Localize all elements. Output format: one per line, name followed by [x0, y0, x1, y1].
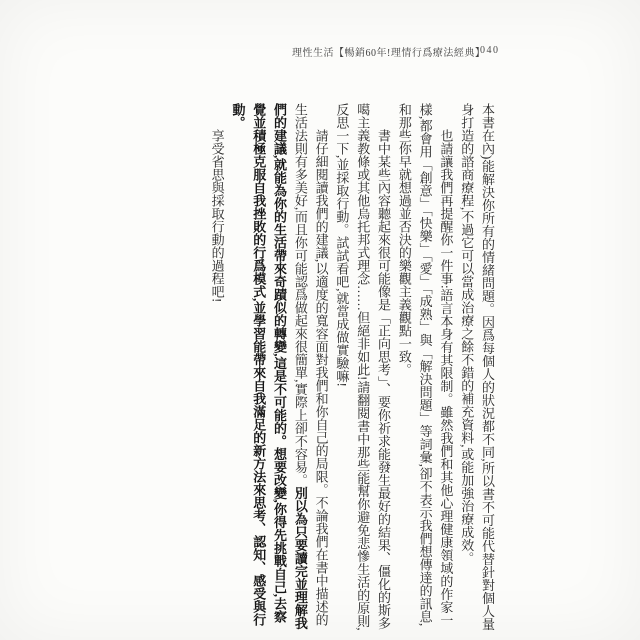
- paragraph: 也請讓我們再提醒你一件事:語言本身有其限制。雖然我們和其他心理健康領域的作家一樣,都會用「創意」「快樂」「愛」「成熟」與「解決問題」等詞彙,卻不表示我們想傳達的訊息,和那些你早就想過並否決的樂觀主義觀點一致。: [396, 103, 454, 627]
- running-title: 理性生活【暢銷60年!理情行爲療法經典】: [292, 48, 486, 59]
- paragraph: 享受省思與採取行動的過程吧!: [209, 129, 225, 303]
- paragraph: [227, 103, 331, 631]
- paragraph-bold-text: 別以為只要讀完並理解我們的建議,就能為你的生活帶來奇蹟似的轉變,這是不可能的。想要改變,你得先挑戰自己,去察覺並積極克服自我挫敗的行爲模式,並學習能帶來自我滿足的新方法來思考、認知、感受與行動。: [230, 103, 308, 630]
- page-number: 040: [480, 45, 500, 56]
- body-text: [206, 103, 497, 631]
- paragraph-continuation: 本書在內)能解決你所有的情緒問題。因爲每個人的狀況都不同,所以書不可能代替針對個人量身打造的諮商療程,不過它可以當成治療之餘不錯的補充資料,或能加強治療成效。: [459, 103, 495, 631]
- page-header: [0, 44, 640, 60]
- paragraph: 書中某些內容聽起來很可能像是「正向思考」、要你祈求能發生最好的結果、僵化的斯多噶主義教條或其他烏托邦式理念……但絕非如此!請翻閱書中那些能幫你避免悲慘生活的原則,反思一下,並採取行動。試試看吧,就當成做實驗嘛!: [334, 103, 392, 631]
- paragraph-normal-text: 請仔細閱讀我們的建議,以適度的寬容面對我們和你自己的局限。不論我們在書中描述的生活法則有多美好,而且你可能認爲做起來很簡單,實際上卻不容易。: [292, 103, 329, 627]
